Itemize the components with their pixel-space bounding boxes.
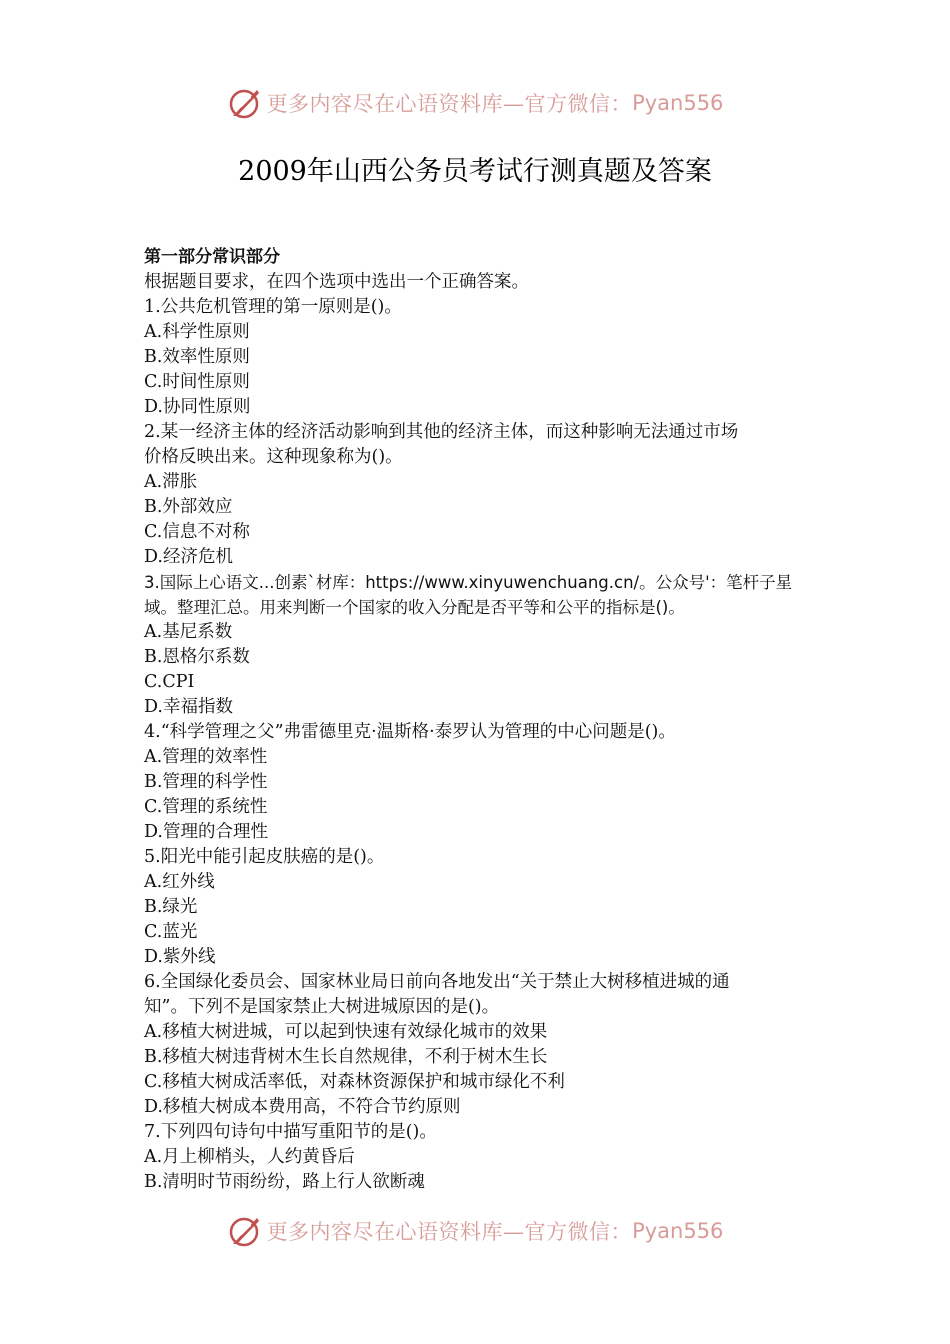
question-text: 2.某一经济主体的经济活动影响到其他的经济主体，而这种影响无法通过市场	[144, 422, 739, 442]
question-text: 7.下列四句诗句中描写重阳节的是()。	[144, 1122, 437, 1142]
option-text: C.时间性原则	[144, 372, 250, 392]
option-text: C.蓝光	[144, 922, 198, 942]
option-text: B.管理的科学性	[144, 772, 268, 792]
header-banner-text: 更多内容尽在心语资料库—官方微信：	[266, 92, 633, 116]
footer-banner-text: 更多内容尽在心语资料库—官方微信：	[266, 1220, 633, 1244]
option-text: A.移植大树进城，可以起到快速有效绿化城市的效果	[144, 1022, 548, 1042]
option-text: A.科学性原则	[144, 322, 250, 342]
option-text: A.红外线	[144, 872, 215, 892]
option-text: A.基尼系数	[144, 622, 233, 642]
option-text: C.移植大树成活率低，对森林资源保护和城市绿化不利	[144, 1072, 565, 1092]
option-text: D.移植大树成本费用高，不符合节约原则	[144, 1097, 461, 1117]
option-text: D.管理的合理性	[144, 822, 268, 842]
option-text: C.管理的系统性	[144, 797, 268, 817]
option-text: C.信息不对称	[144, 522, 250, 542]
option-text: A.管理的效率性	[144, 747, 268, 767]
option-text: B.清明时节雨纷纷，路上行人欲断魂	[144, 1172, 425, 1192]
document-title: 2009年山西公务员考试行测真题及答案	[238, 156, 712, 187]
option-text: B.绿光	[144, 897, 198, 917]
option-text: D.紫外线	[144, 947, 216, 967]
question-text: 5.阳光中能引起皮肤癌的是()。	[144, 847, 385, 867]
option-text: B.移植大树违背树木生长自然规律，不利于树木生长	[144, 1047, 548, 1067]
option-text: D.幸福指数	[144, 697, 233, 717]
question-text: 1.公共危机管理的第一原则是()。	[144, 297, 402, 317]
section-heading: 第一部分常识部分	[144, 247, 280, 267]
option-text: B.外部效应	[144, 497, 233, 517]
footer-watermark-banner	[0, 1211, 950, 1251]
option-text: D.经济危机	[144, 547, 233, 567]
option-text: C.CPI	[144, 672, 195, 692]
question-text: 知”。下列不是国家禁止大树进城原因的是()。	[144, 997, 500, 1017]
quill-logo-icon	[227, 85, 263, 121]
question-text: 域。整理汇总。用来判断一个国家的收入分配是否平等和公平的指标是()。	[144, 598, 685, 617]
option-text: B.效率性原则	[144, 347, 250, 367]
quill-logo-icon	[227, 1213, 263, 1249]
footer-banner-id: Pyan556	[632, 1219, 724, 1243]
question-text: 4.“科学管理之父”弗雷德里克·温斯格·泰罗认为管理的中心问题是()。	[144, 722, 676, 742]
question-text: 价格反映出来。这种现象称为()。	[144, 447, 403, 467]
option-text: A.月上柳梢头，人约黄昏后	[144, 1147, 355, 1167]
option-text: B.恩格尔系数	[144, 647, 250, 667]
document-body	[144, 245, 812, 1195]
option-text: D.协同性原则	[144, 397, 251, 417]
header-banner-id: Pyan556	[632, 91, 724, 115]
question-text: 6.全国绿化委员会、国家林业局日前向各地发出“关于禁止大树移植进城的通	[144, 972, 730, 992]
instruction-text: 根据题目要求，在四个选项中选出一个正确答案。	[144, 272, 529, 292]
question-text: 3.国际上心语文...创素`材库：https://www.xinyuwenchuang.cn/。公众号'：笔杆子星	[144, 573, 793, 592]
option-text: A.滞胀	[144, 472, 198, 492]
header-watermark-banner	[0, 83, 950, 123]
